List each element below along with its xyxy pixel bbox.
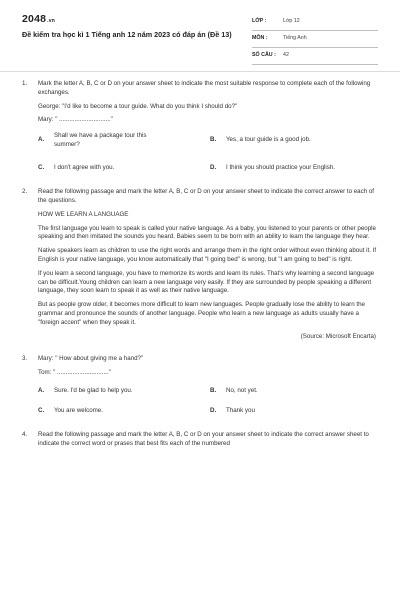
exam-content <box>0 80 400 454</box>
option-text: I don't agree with you. <box>54 164 115 172</box>
passage-heading: HOW WE LEARN A LANGUAGE <box>38 210 129 218</box>
passage-paragraph: If you learn a second language, you have to memorize its words and learn its rules. That's why learning a second language can be difficult.Young children can learn a new language very easily. If they are surrounded by people speaking a different language, they soon learn to speak it as well as their native language. <box>38 269 375 295</box>
question-number: 1. <box>22 80 28 87</box>
passage-source: (Source: Microsoft Encarta) <box>300 332 376 340</box>
option-text: Sure. I'd be glad to help you. <box>54 386 133 394</box>
option-letter: D. <box>210 406 217 414</box>
answer-options <box>38 130 378 182</box>
option-letter: A. <box>38 136 45 144</box>
option-letter: C. <box>38 406 45 414</box>
page-title: Đề kiểm tra học kì 1 Tiếng anh 12 năm 2023 có đáp án (Đề 13) <box>22 30 232 39</box>
passage-paragraph: Native speakers learn as children to use the right words and arrange them in the right order without even thinking about it. If English is your native language, you know automatically that "I going bed" is wrong, but "I am going to bed" is right. <box>38 247 377 263</box>
header-divider <box>0 71 400 72</box>
page-header <box>0 0 400 70</box>
question-instruction: Read the following passage and mark the letter A, B, C or D on your answer sheet to indicate the correct answer to each of the questions. <box>38 188 375 204</box>
option-letter: C. <box>38 164 45 172</box>
option-text: I think you should practice your English. <box>226 164 336 172</box>
logo-suffix: .vn <box>47 18 55 24</box>
question-number: 3. <box>22 355 28 363</box>
question-4 <box>22 430 378 449</box>
option-text: Thank you <box>226 406 255 414</box>
meta-row-count <box>252 48 378 65</box>
option-text: You are welcome. <box>54 406 103 414</box>
option-letter: A. <box>38 386 45 394</box>
meta-key: LỚP : <box>252 18 267 24</box>
passage-paragraph: The first language you learn to speak is called your native language. As a baby, you listened to your parents or other people speaking and then imitated the sounds you heard. Babies seem to be born with an ability to learn the language they hear. <box>38 224 377 241</box>
option-text <box>54 132 147 150</box>
option-letter: B. <box>210 386 217 394</box>
site-logo[interactable] <box>22 13 55 25</box>
option-letter: B. <box>210 136 217 144</box>
meta-row-class <box>252 14 378 31</box>
question-instruction: Read the following passage and mark the letter A, B, C or D on your answer sheet to indicate the correct answer sheet to indicate the correct word or prases that best fits each of the numbered <box>38 430 369 447</box>
question-3 <box>22 355 378 423</box>
dialogue-reply: Mary: " .............................." <box>38 116 113 124</box>
option-text: No, not yet. <box>226 386 258 394</box>
meta-key: MÔN : <box>252 35 268 41</box>
passage-paragraph: But as people grow older, it becomes more difficult to learn new languages. People gradually lose the ability to learn the grammar and pronounce the sounds of another language. People who learn a new language as adults usually have a "foreign accent" when they speak it. <box>38 301 365 326</box>
question-1 <box>22 80 378 182</box>
dialogue-prompt: Mary: " How about giving me a hand?" <box>38 355 144 363</box>
question-2 <box>22 188 378 341</box>
dialogue-reply: Tom: " .............................." <box>38 369 111 377</box>
option-text-line-1: Shall we have a package tour this <box>54 132 147 140</box>
exam-meta-table <box>252 14 378 65</box>
meta-key: SỐ CÂU : <box>252 52 276 58</box>
answer-options <box>38 383 378 423</box>
dialogue-prompt: George: "I'd like to become a tour guide. What do you think I should do?" <box>38 102 238 110</box>
meta-value: Lớp 12 <box>283 18 300 24</box>
option-letter: D. <box>210 164 217 172</box>
meta-value: Tiếng Anh <box>283 35 307 41</box>
logo-text: 2048 <box>22 13 47 25</box>
question-instruction: Mark the letter A, B, C or D on your answer sheet to indicate the most suitable response to complete each of the following exchanges. <box>38 80 371 96</box>
option-text: Yes, a tour guide is a good job. <box>226 136 311 144</box>
meta-row-subject <box>252 31 378 48</box>
meta-value: 42 <box>283 52 289 58</box>
option-text-line-2: summer? <box>54 140 80 148</box>
question-number: 2. <box>22 188 28 196</box>
question-number: 4. <box>22 430 28 438</box>
